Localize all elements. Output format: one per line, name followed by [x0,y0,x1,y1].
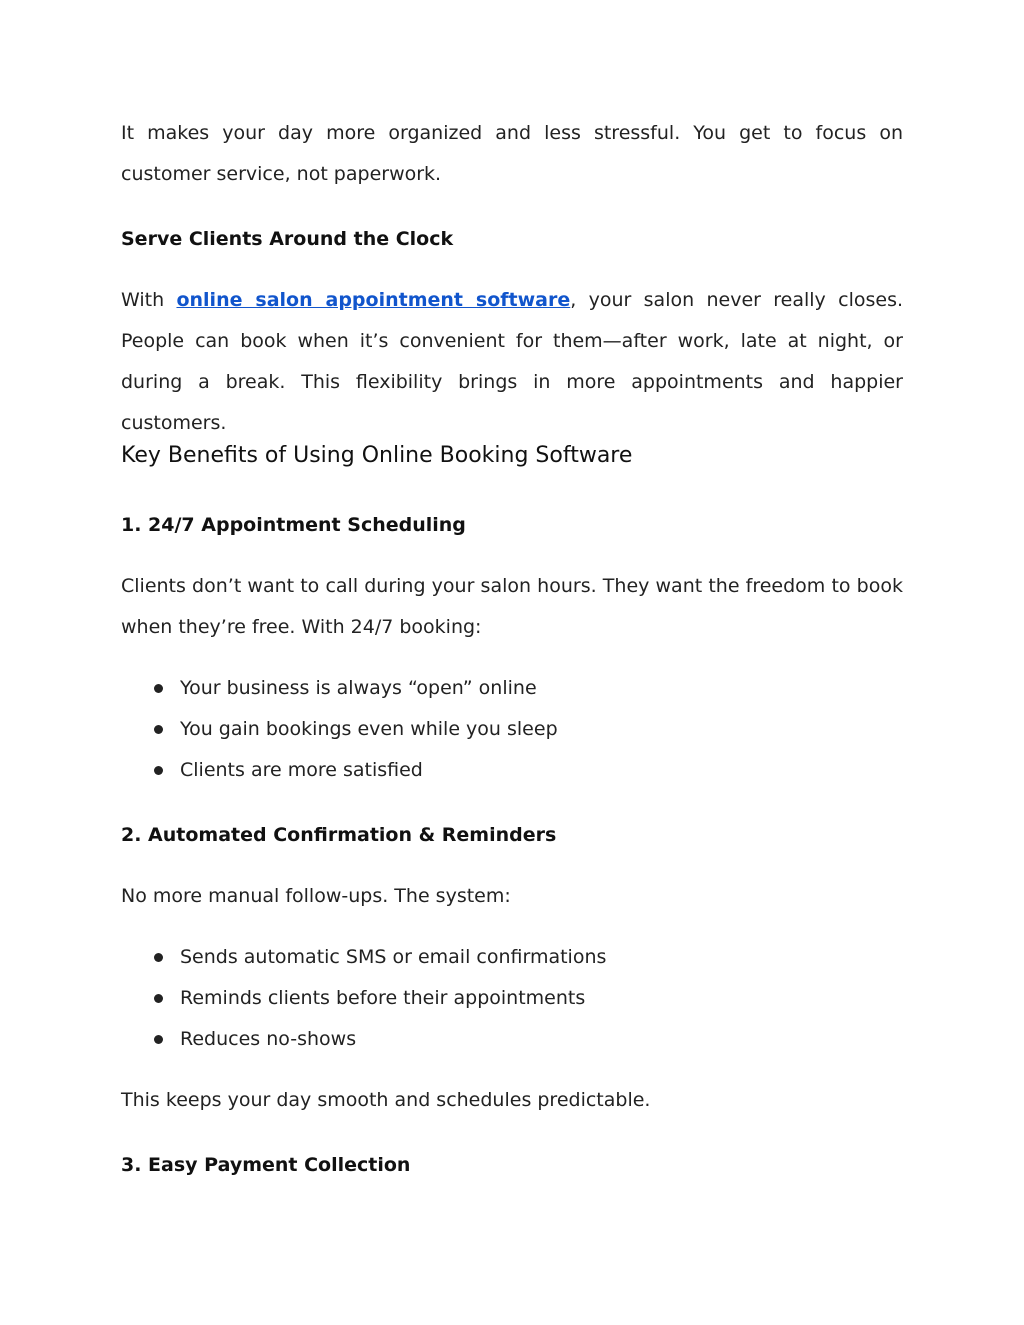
serve-suffix: , your salon never really closes. People can book when it’s convenient for them—after work, late at night, or during a break. This flexibility brings in more appointments and happier customers. [121,289,904,434]
benefit-1-heading: 1. 24/7 Appointment Scheduling [121,514,466,536]
benefit-3-heading: 3. Easy Payment Collection [121,1154,411,1176]
bullet-icon [154,953,163,962]
bullet-icon [154,994,163,1003]
serve-clients-heading: Serve Clients Around the Clock [121,228,454,250]
serve-prefix: With [121,289,177,311]
serve-clients-paragraph [121,280,903,444]
bullet-icon [154,766,163,775]
benefit-2-closing: This keeps your day smooth and schedules predictable. [121,1089,651,1111]
benefit-2-heading: 2. Automated Confirmation & Reminders [121,824,557,846]
bullet-icon [154,1035,163,1044]
bullet-icon [154,725,163,734]
document-page: It makes your day more organized and less stressful. You get to focus on customer service, not paperwork. Serve Clients Around the Clock With online salon appointment software, your salon never really closes. People can book when it’s convenient for them—after work, late at night, or during a break. This flexibility brings in more appointments and happier customers. Key Benefits of Using Online Booking Software 1. 24/7 Appointment Scheduling Clients don’t want to call during your salon hours. They want the freedom to book when they’re free. With 24/7 booking: Your business is always “open” online You gain bookings even while you sleep Clients are more satisfied 2. Automated Confirmation & Reminders No more manual follow-ups. The system: Sends automatic SMS or email confirmations Reminds clients before their appointments Reduces no-shows This keeps your day smooth and schedules predictable. 3. Easy Payment Collection [0,0,1024,1325]
benefit-1-paragraph: Clients don’t want to call during your salon hours. They want the freedom to book when they’re free. With 24/7 booking: [121,575,903,638]
benefit-2-paragraph: No more manual follow-ups. The system: [121,885,511,907]
intro-paragraph: It makes your day more organized and less stressful. You get to focus on customer service, not paperwork. [121,122,903,185]
bullet-icon [154,684,163,693]
key-benefits-heading: Key Benefits of Using Online Booking Software [121,443,633,468]
online-salon-software-link[interactable]: online salon appointment software [176,289,571,311]
